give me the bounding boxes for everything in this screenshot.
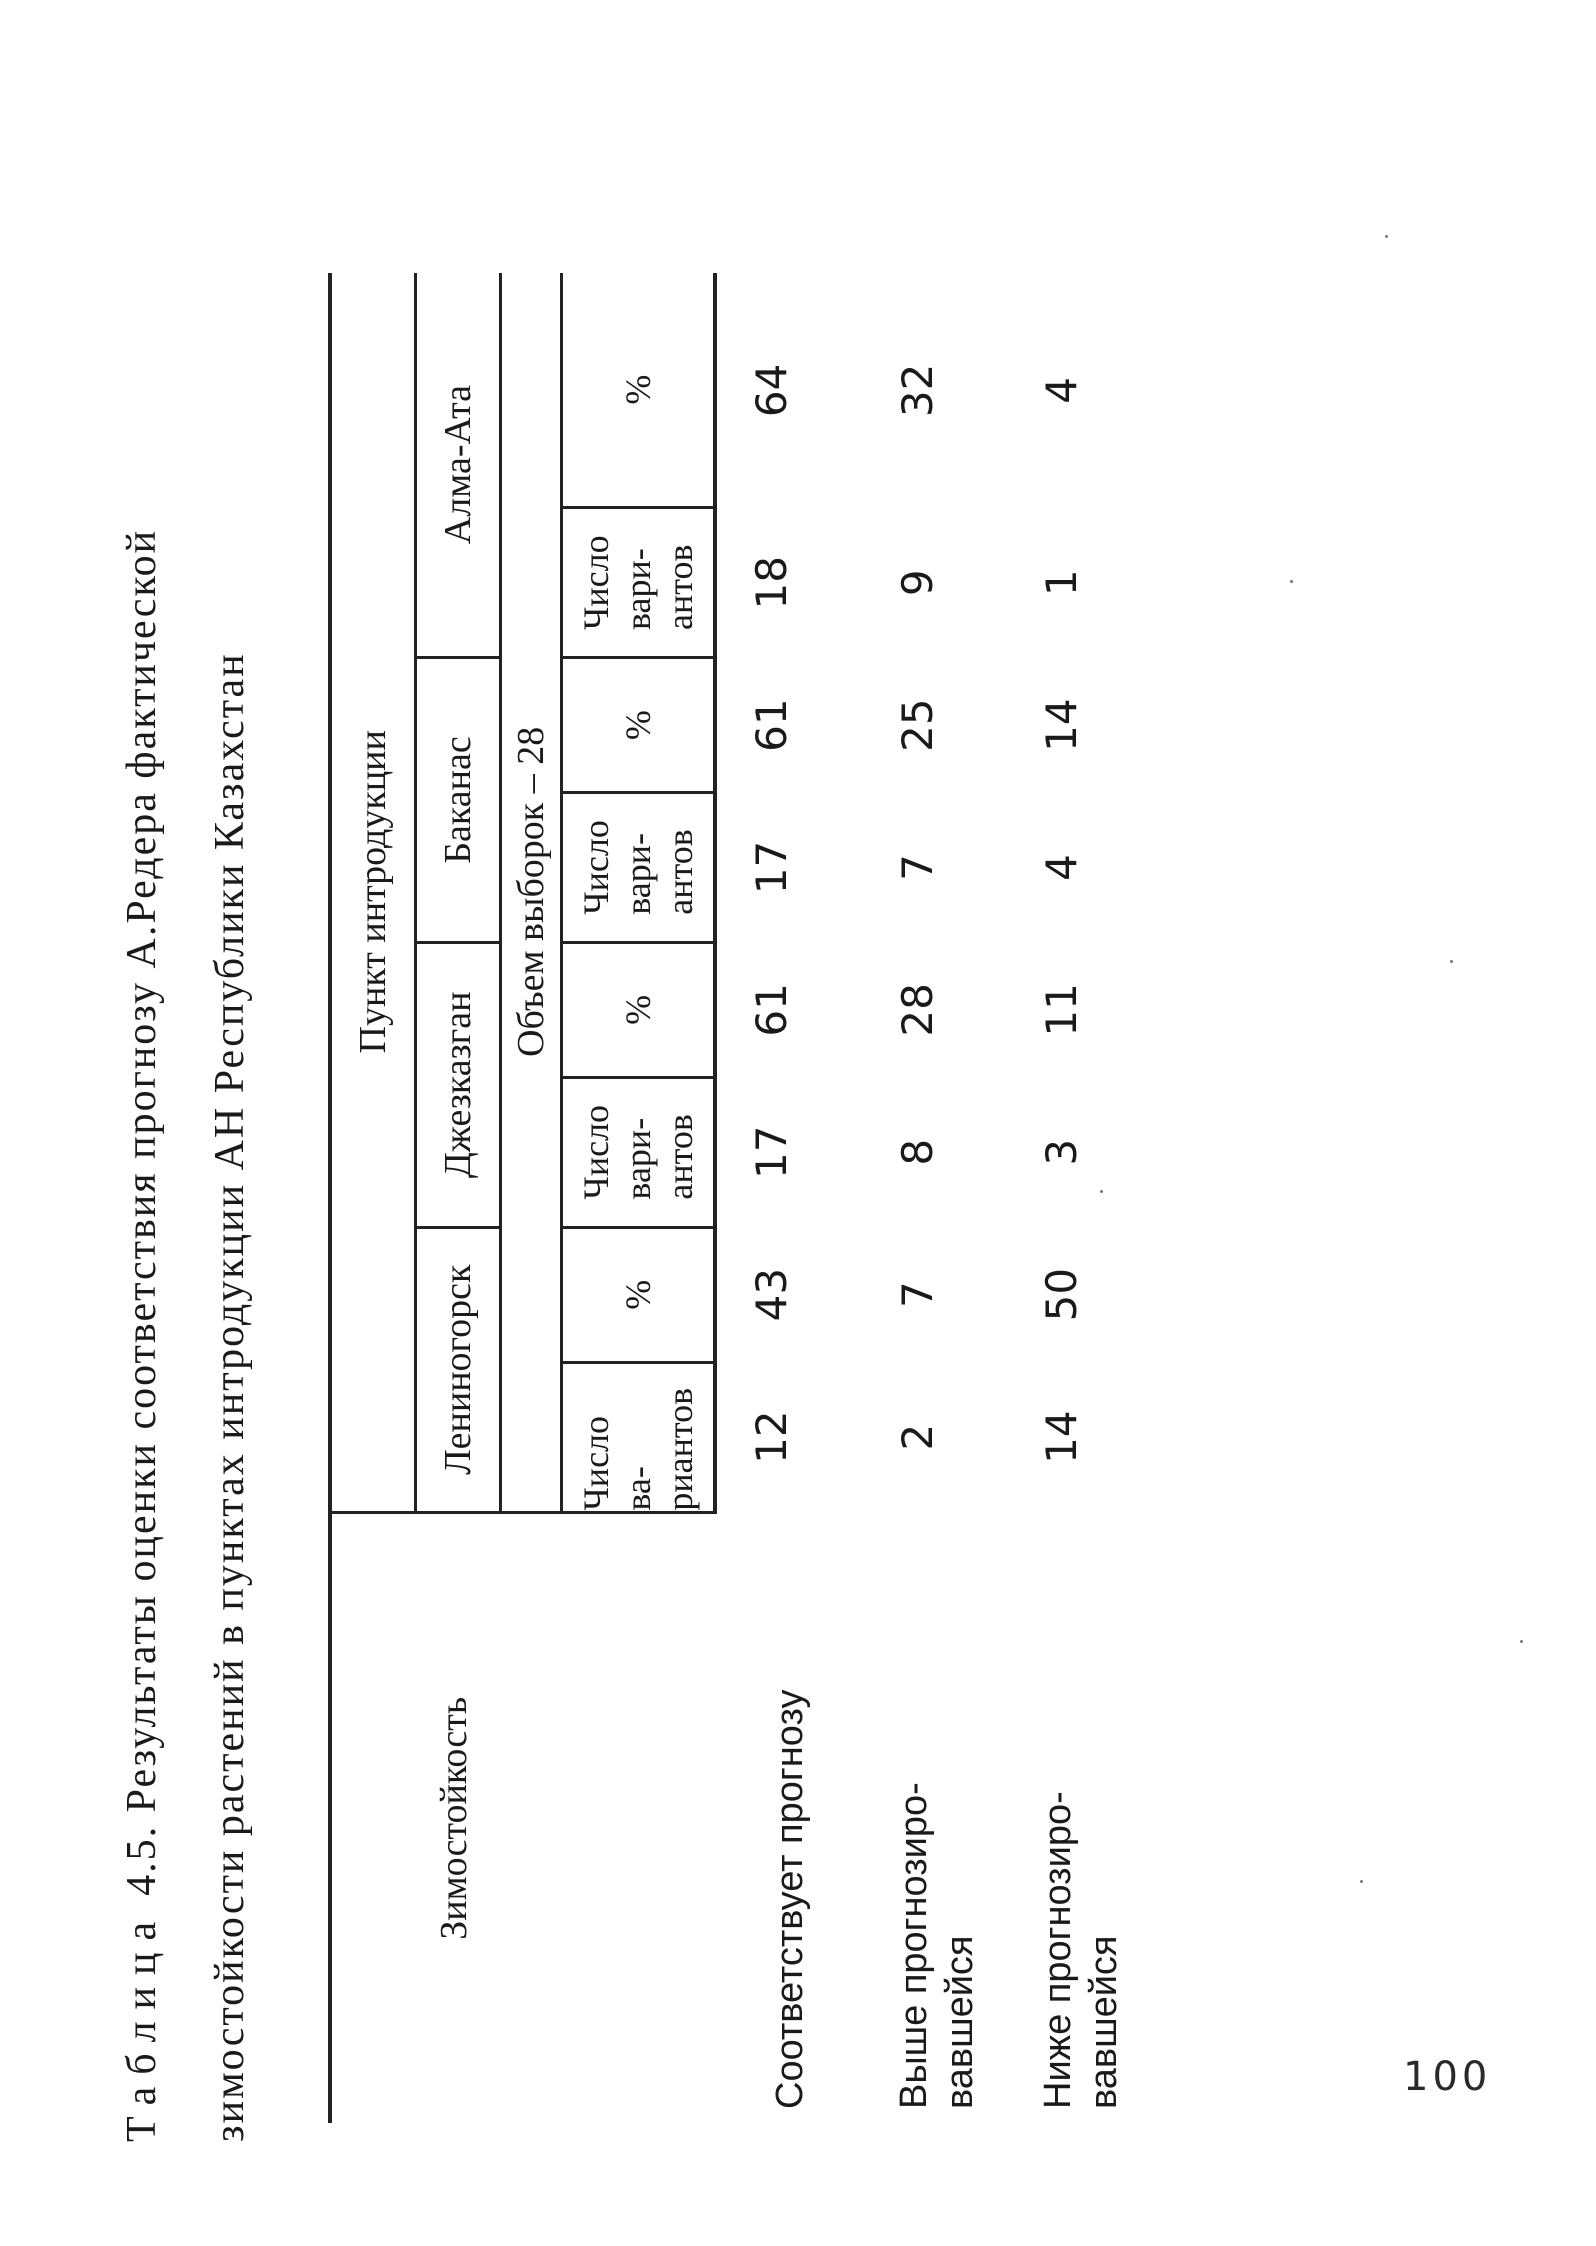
cell-value: 43 [747, 1267, 796, 1322]
row-label: Ниже прогнозиро- вавшейся [1037, 1791, 1125, 2109]
cell-value: 4 [1037, 854, 1086, 881]
cell-value: 4 [1037, 377, 1086, 404]
subheader-count [562, 1362, 716, 1512]
subheader-percent: % [562, 942, 716, 1077]
scan-speck [1450, 960, 1453, 963]
subheader-count [562, 508, 716, 658]
site-header-leninogorsk: Лениногорск [416, 1227, 501, 1512]
scan-speck [1520, 1640, 1523, 1643]
corner-label: Зимостойкость [432, 1696, 475, 1940]
group-header: Пункт интродукции [330, 273, 416, 1512]
subheader-count [562, 793, 716, 943]
row-label: Выше прогнозиро- вавшейся [893, 1782, 981, 2109]
cell-value: 28 [893, 983, 942, 1037]
subheader-count-text: Число вари- антов [576, 820, 700, 915]
corner-header [330, 1512, 715, 2123]
cell-value: 9 [893, 569, 942, 597]
cell-value: 61 [747, 698, 796, 752]
table-row [1009, 273, 1153, 2123]
cell-value: 1 [1037, 569, 1086, 597]
rotated-page-content [98, 103, 1498, 2143]
table-row [865, 273, 1009, 2123]
table-row [715, 273, 865, 2123]
subheader-percent: % [562, 1227, 716, 1362]
cell-value: 25 [893, 698, 942, 752]
cell-value: 14 [1037, 1410, 1086, 1464]
cell-value: 61 [747, 983, 796, 1037]
cell-value: 64 [747, 363, 796, 418]
cell-value: 3 [1037, 1138, 1086, 1166]
cell-value: 7 [893, 854, 942, 881]
winter-hardiness-table [328, 273, 1153, 2123]
subheader-count [562, 1077, 716, 1227]
caption-text-1: 4.5. Результаты оценки соответствия прогнозу А.Редера фактической [119, 528, 165, 1896]
cell-value: 8 [893, 1138, 942, 1166]
site-header-alma-ata: Алма-Ата [416, 273, 501, 658]
subheader-count-text: Число вари- антов [576, 535, 700, 631]
scan-speck [1100, 1190, 1103, 1193]
scan-speck [1290, 580, 1293, 583]
site-header-dzhezkazgan: Джезказган [416, 942, 501, 1227]
subheader-count-text: Число вари- антов [576, 1104, 700, 1200]
site-header-bakanas: Баканас [416, 658, 501, 943]
caption-lead: Таблица [119, 1909, 165, 2142]
cell-value: 12 [747, 1410, 796, 1464]
cell-value: 11 [1037, 983, 1086, 1037]
sample-volume-header: Объем выборок – 28 [501, 273, 562, 1512]
cell-value: 18 [747, 555, 796, 610]
page-number: 100 [1403, 2054, 1492, 2100]
cell-value: 32 [893, 363, 942, 418]
caption-line-2: зимостойкости растений в пунктах интродукции АН Республики Казахстан [207, 652, 253, 2142]
cell-value: 17 [747, 1125, 796, 1179]
cell-value: 14 [1037, 698, 1086, 752]
cell-value: 17 [747, 840, 796, 895]
row-label: Соответствует прогнозу [769, 1689, 811, 2109]
cell-value: 2 [893, 1423, 942, 1451]
caption-line-1 [98, 142, 186, 2142]
subheader-percent: % [562, 273, 716, 508]
table-caption [98, 142, 274, 2142]
scan-speck [1385, 235, 1388, 238]
subheader-count-text: Число ва- риантов [576, 1387, 700, 1511]
subheader-percent: % [562, 658, 716, 793]
cell-value: 50 [1037, 1267, 1086, 1322]
scan-speck [1360, 1880, 1363, 1883]
cell-value: 7 [893, 1281, 942, 1309]
